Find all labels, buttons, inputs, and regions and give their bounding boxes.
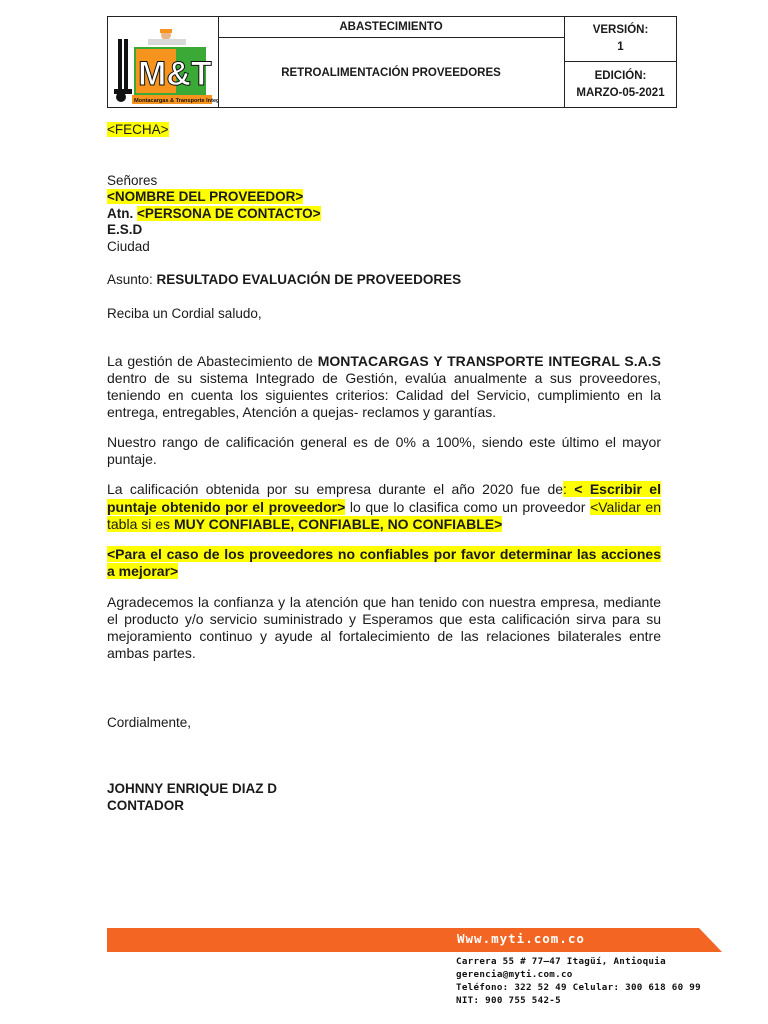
logo-tagline: Montacargas & Transporte Integral bbox=[134, 98, 218, 104]
area-title: ABASTECIMIENTO bbox=[218, 17, 565, 38]
paragraph-5: Agradecemos la confianza y la atención que han tenido con nuestra empresa, mediante el producto y/o servicio suministrado y Esperamos que esta calificación sirva para su mejoramiento continuo y ayude al fortalecimiento de las relaciones bilaterales entre ambas partes. bbox=[107, 593, 661, 661]
version-value: 1 bbox=[617, 41, 624, 53]
contact-placeholder: <PERSONA DE CONTACTO> bbox=[137, 205, 321, 221]
edition-value: MARZO-05-2021 bbox=[576, 86, 665, 99]
p3-text-b: lo que lo clasifica como un proveedor bbox=[345, 498, 591, 515]
version-label: VERSIÓN: bbox=[592, 24, 649, 36]
esd-line: E.S.D bbox=[107, 222, 143, 237]
greeting: Reciba un Cordial saludo, bbox=[107, 305, 262, 321]
company-name: MONTACARGAS Y TRANSPORTE INTEGRAL S.A.S bbox=[317, 353, 661, 369]
paragraph-2: Nuestro rango de calificación general es de 0% a 100%, siendo este último el mayor puntaje. bbox=[107, 434, 661, 467]
version-cell bbox=[565, 17, 676, 62]
p1-text-b: dentro de su sistema Integrado de Gestión, evalúa anualmente a sus proveedores, teniendo en cuenta los siguientes criterios: Calidad del Servicio, cumplimiento en la entrega, entregables, Atención a quejas- reclamos y garantías. bbox=[107, 370, 661, 420]
edition-label: EDICIÓN: bbox=[594, 69, 647, 82]
paragraph-1 bbox=[107, 353, 661, 421]
letter-body bbox=[107, 122, 661, 814]
date-placeholder: <FECHA> bbox=[107, 122, 169, 137]
footer-nit: NIT: 900 755 542-5 bbox=[456, 995, 561, 1006]
provider-placeholder: <NOMBRE DEL PROVEEDOR> bbox=[107, 189, 304, 204]
signer-name: JOHNNY ENRIQUE DIAZ D bbox=[107, 781, 278, 796]
validate-placeholder: <Validar en tabla si es bbox=[107, 498, 661, 532]
footer-phones: Teléfono: 322 52 49 Celular: 300 618 60 99 bbox=[456, 982, 701, 993]
paragraph-3 bbox=[107, 481, 661, 534]
score-placeholder: < Escribir el puntaje obtenido por el proveedor> bbox=[107, 481, 661, 515]
city-line: Ciudad bbox=[107, 238, 150, 254]
p3-text-a: La calificación obtenida por su empresa durante el año 2020 fue de bbox=[107, 481, 564, 497]
attn-label: Atn. bbox=[107, 205, 134, 221]
p1-text-a: La gestión de Abastecimiento de bbox=[107, 353, 318, 369]
company-logo bbox=[108, 17, 219, 107]
footer-email: gerencia@myti.com.co bbox=[456, 969, 573, 980]
edition-cell bbox=[565, 62, 676, 107]
paragraph-4 bbox=[107, 546, 661, 581]
recipient-salutation: Señores bbox=[107, 172, 158, 188]
footer-website: Www.myti.com.co bbox=[457, 931, 585, 946]
p3-colon: : bbox=[563, 481, 567, 497]
footer-contact bbox=[456, 955, 701, 1007]
subject-text: RESULTADO EVALUACIÓN DE PROVEEDORES bbox=[156, 272, 462, 287]
classification-options: MUY CONFIABLE, CONFIABLE, NO CONFIABLE> bbox=[173, 516, 503, 532]
improvement-placeholder: <Para el caso de los proveedores no confiables por favor determinar las acciones a mejorar> bbox=[107, 545, 661, 579]
subject-label: Asunto: bbox=[107, 272, 153, 287]
closing: Cordialmente, bbox=[107, 714, 192, 730]
document-title: RETROALIMENTACIÓN PROVEEDORES bbox=[218, 38, 565, 107]
forklift-logo-icon bbox=[108, 17, 218, 107]
document-header bbox=[107, 16, 677, 108]
footer-orange-bar bbox=[107, 928, 722, 952]
signer-title: CONTADOR bbox=[107, 797, 184, 813]
logo-letters: M&T bbox=[138, 55, 212, 93]
footer-address: Carrera 55 # 77—47 Itagüí, Antioquia bbox=[456, 956, 666, 967]
